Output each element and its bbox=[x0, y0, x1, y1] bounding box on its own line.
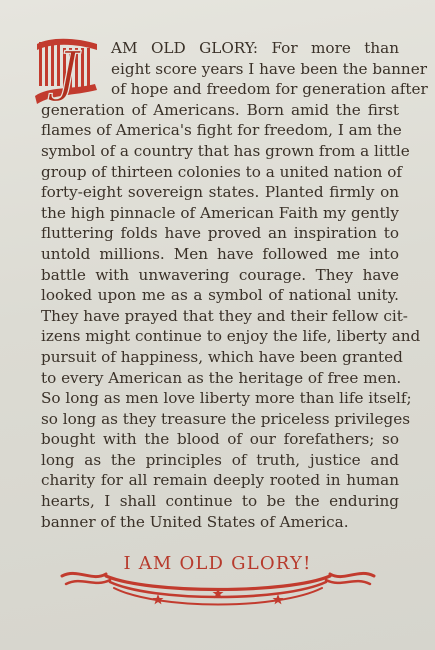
text-line: long as the principles of truth, justice and bbox=[41, 450, 399, 469]
text-line: fluttering folds have proved an inspiration to bbox=[41, 224, 399, 243]
opening-caps: AM OLD GLORY: bbox=[111, 39, 259, 57]
text-line: izens might continue to enjoy the life, liberty and bbox=[41, 327, 421, 346]
text-line: generation of Americans. Born amid the first bbox=[41, 100, 399, 119]
closing-line: I AM OLD GLORY! bbox=[123, 553, 312, 574]
text-line: untold millions. Men have followed me into bbox=[41, 244, 399, 263]
svg-text:J: J bbox=[57, 40, 79, 103]
text-line: of hope and freedom for generation after bbox=[111, 80, 428, 99]
text-line: AM OLD GLORY: For more than bbox=[111, 39, 399, 57]
text-line: group of thirteen colonies to a united nation of bbox=[41, 162, 402, 181]
text-line: to every American as the heritage of free men. bbox=[41, 368, 402, 387]
body-text bbox=[41, 38, 428, 532]
text-line: flames of America's fight for freedom, I am the bbox=[41, 121, 402, 140]
text-line: forty-eight sovereign states. Planted firmly on bbox=[41, 183, 399, 202]
text-line: pursuit of happiness, which have been granted bbox=[41, 347, 403, 366]
text-line: symbol of a country that has grown from a little bbox=[41, 141, 410, 160]
text-line: charity for all remain deeply rooted in human bbox=[41, 471, 399, 490]
text-line: So long as men love liberty more than life itself; bbox=[41, 389, 412, 408]
text-line: banner of the United States of America. bbox=[41, 512, 349, 531]
text-line: so long as they treasure the priceless privileges bbox=[41, 409, 411, 428]
text-line: eight score years I have been the banner bbox=[111, 59, 427, 78]
text-line: hearts, I shall continue to be the enduring bbox=[41, 492, 399, 511]
text-line: looked upon me as a symbol of national unity. bbox=[41, 286, 399, 305]
text-line: battle with unwavering courage. They have bbox=[41, 265, 399, 284]
text-line: They have prayed that they and their fellow cit- bbox=[41, 306, 408, 325]
text-line: the high pinnacle of American Faith my gently bbox=[41, 203, 399, 222]
text-line: bought with the blood of our forefathers; so bbox=[41, 430, 399, 449]
ribbon-banner-icon bbox=[58, 564, 378, 622]
